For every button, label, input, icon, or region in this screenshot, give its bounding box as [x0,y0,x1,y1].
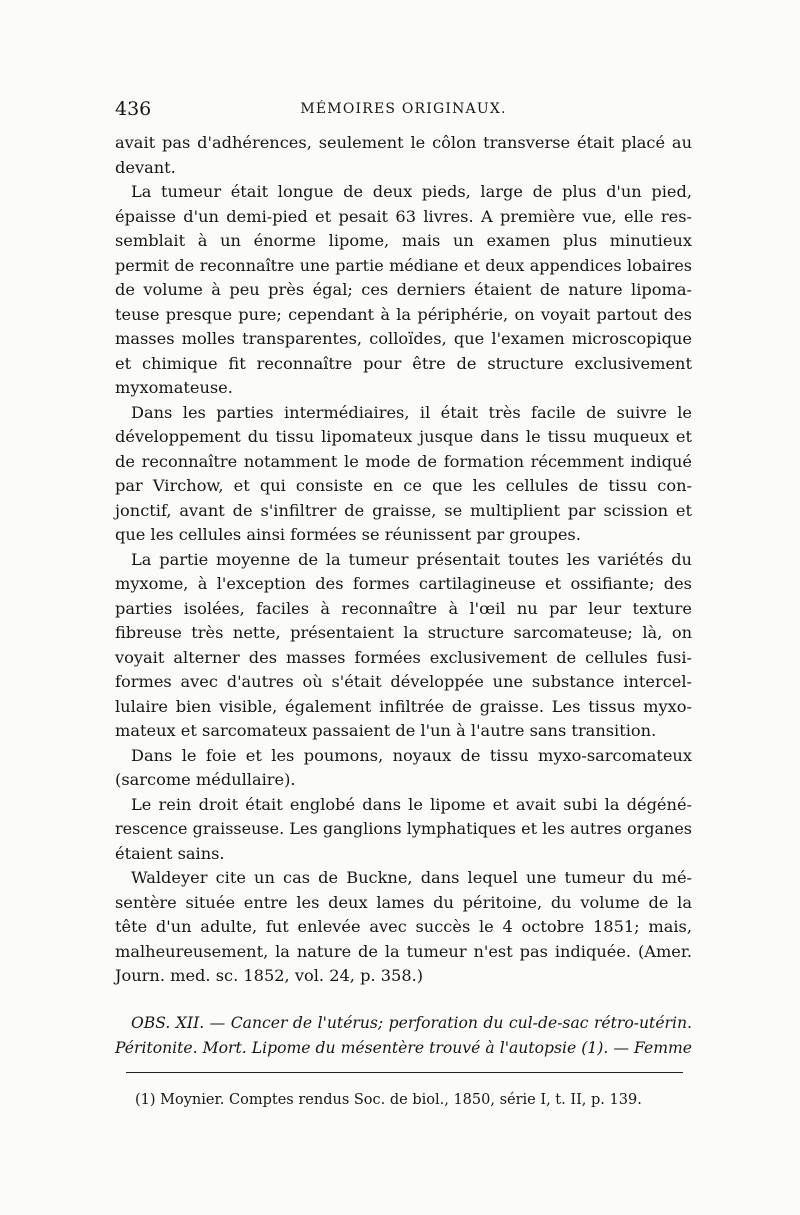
text-line: que les cellules ainsi formées se réunissent par groupes. [115,525,581,544]
text-line: avait pas d'adhérences, seulement le côlon transverse était placé au [115,133,692,152]
text-line: de volume à peu près égal; ces derniers étaient de nature lipoma- [115,280,692,299]
text-line: malheureusement, la nature de la tumeur n'est pas indiquée. (Amer. [115,941,692,961]
text-line: teuse presque pure; cependant à la périphérie, on voyait partout des [115,304,692,324]
text-line: Dans le foie et les poumons, noyaux de tissu myxo-sarcomateux [131,745,692,765]
text-line: par Virchow, et qui consiste en ce que les cellules de tissu con- [115,476,692,495]
running-head: MÉMOIRES ORIGINAUX. [300,101,507,117]
observation-heading [115,1011,692,1060]
text-line: et chimique fit reconnaître pour être de structure exclusivement [115,353,692,373]
text-line: épaisse d'un demi-pied et pesait 63 livres. A première vue, elle res- [115,206,692,226]
text-line: développement du tissu lipomateux jusque dans le tissu muqueux et [115,427,692,446]
text-line: fibreuse très nette, présentaient la structure sarcomateuse; là, on [115,623,692,642]
text-line: La partie moyenne de la tumeur présentait toutes les variétés du [131,549,692,569]
text-line: Dans les parties intermédiaires, il était très facile de suivre le [131,402,692,422]
text-line: voyait alterner des masses formées exclusivement de cellules fusi- [115,647,692,667]
text-line: Le rein droit était englobé dans le lipome et avait subi la dégéné- [131,794,692,814]
text-line: Waldeyer cite un cas de Buckne, dans lequel une tumeur du mé- [131,868,692,887]
text-line: de reconnaître notamment le mode de formation récemment indiqué [115,451,692,471]
text-line: parties isolées, faciles à reconnaître à l'œil nu par leur texture [115,598,692,618]
observation-line: OBS. XII. — Cancer de l'utérus; perforation du cul-de-sac rétro-utérin. [131,1014,692,1032]
body-text [115,131,692,989]
text-line: étaient sains. [115,843,225,863]
text-line: masses molles transparentes, colloïdes, que l'examen microscopique [115,329,692,348]
text-line: La tumeur était longue de deux pieds, large de plus d'un pied, [131,182,692,201]
text-line: sentère située entre les deux lames du péritoine, du volume de la [115,892,692,912]
text-line: (sarcome médullaire). [115,770,296,789]
text-line: Journ. med. sc. 1852, vol. 24, p. 358.) [115,966,424,985]
text-line: lulaire bien visible, également infiltrée de graisse. Les tissus myxo- [115,696,692,716]
text-line: devant. [115,157,176,177]
observation-line: Péritonite. Mort. Lipome du mésentère trouvé à l'autopsie (1). — Femme [115,1038,692,1057]
text-line: jonctif, avant de s'infiltrer de graisse, se multiplient par scission et [115,500,692,520]
page-header [115,98,692,126]
text-line: tête d'un adulte, fut enlevée avec succès le 4 octobre 1851; mais, [115,917,692,936]
text-line: myxome, à l'exception des formes cartilagineuse et ossifiante; des [115,574,692,593]
text-line: rescence graisseuse. Les ganglions lymphatiques et les autres organes [115,819,692,838]
text-line: semblait à un énorme lipome, mais un examen plus minutieux [115,231,692,250]
page-number: 436 [115,98,152,120]
text-line: formes avec d'autres où s'était développée une substance intercel- [115,672,692,691]
text-line: mateux et sarcomateux passaient de l'un à l'autre sans transition. [115,721,657,740]
footnote-divider [126,1072,683,1073]
footnote: (1) Moynier. Comptes rendus Soc. de biol., 1850, série I, t. II, p. 139. [135,1092,642,1108]
text-line: myxomateuse. [115,378,233,397]
text-line: permit de reconnaître une partie médiane et deux appendices lobaires [115,255,692,275]
